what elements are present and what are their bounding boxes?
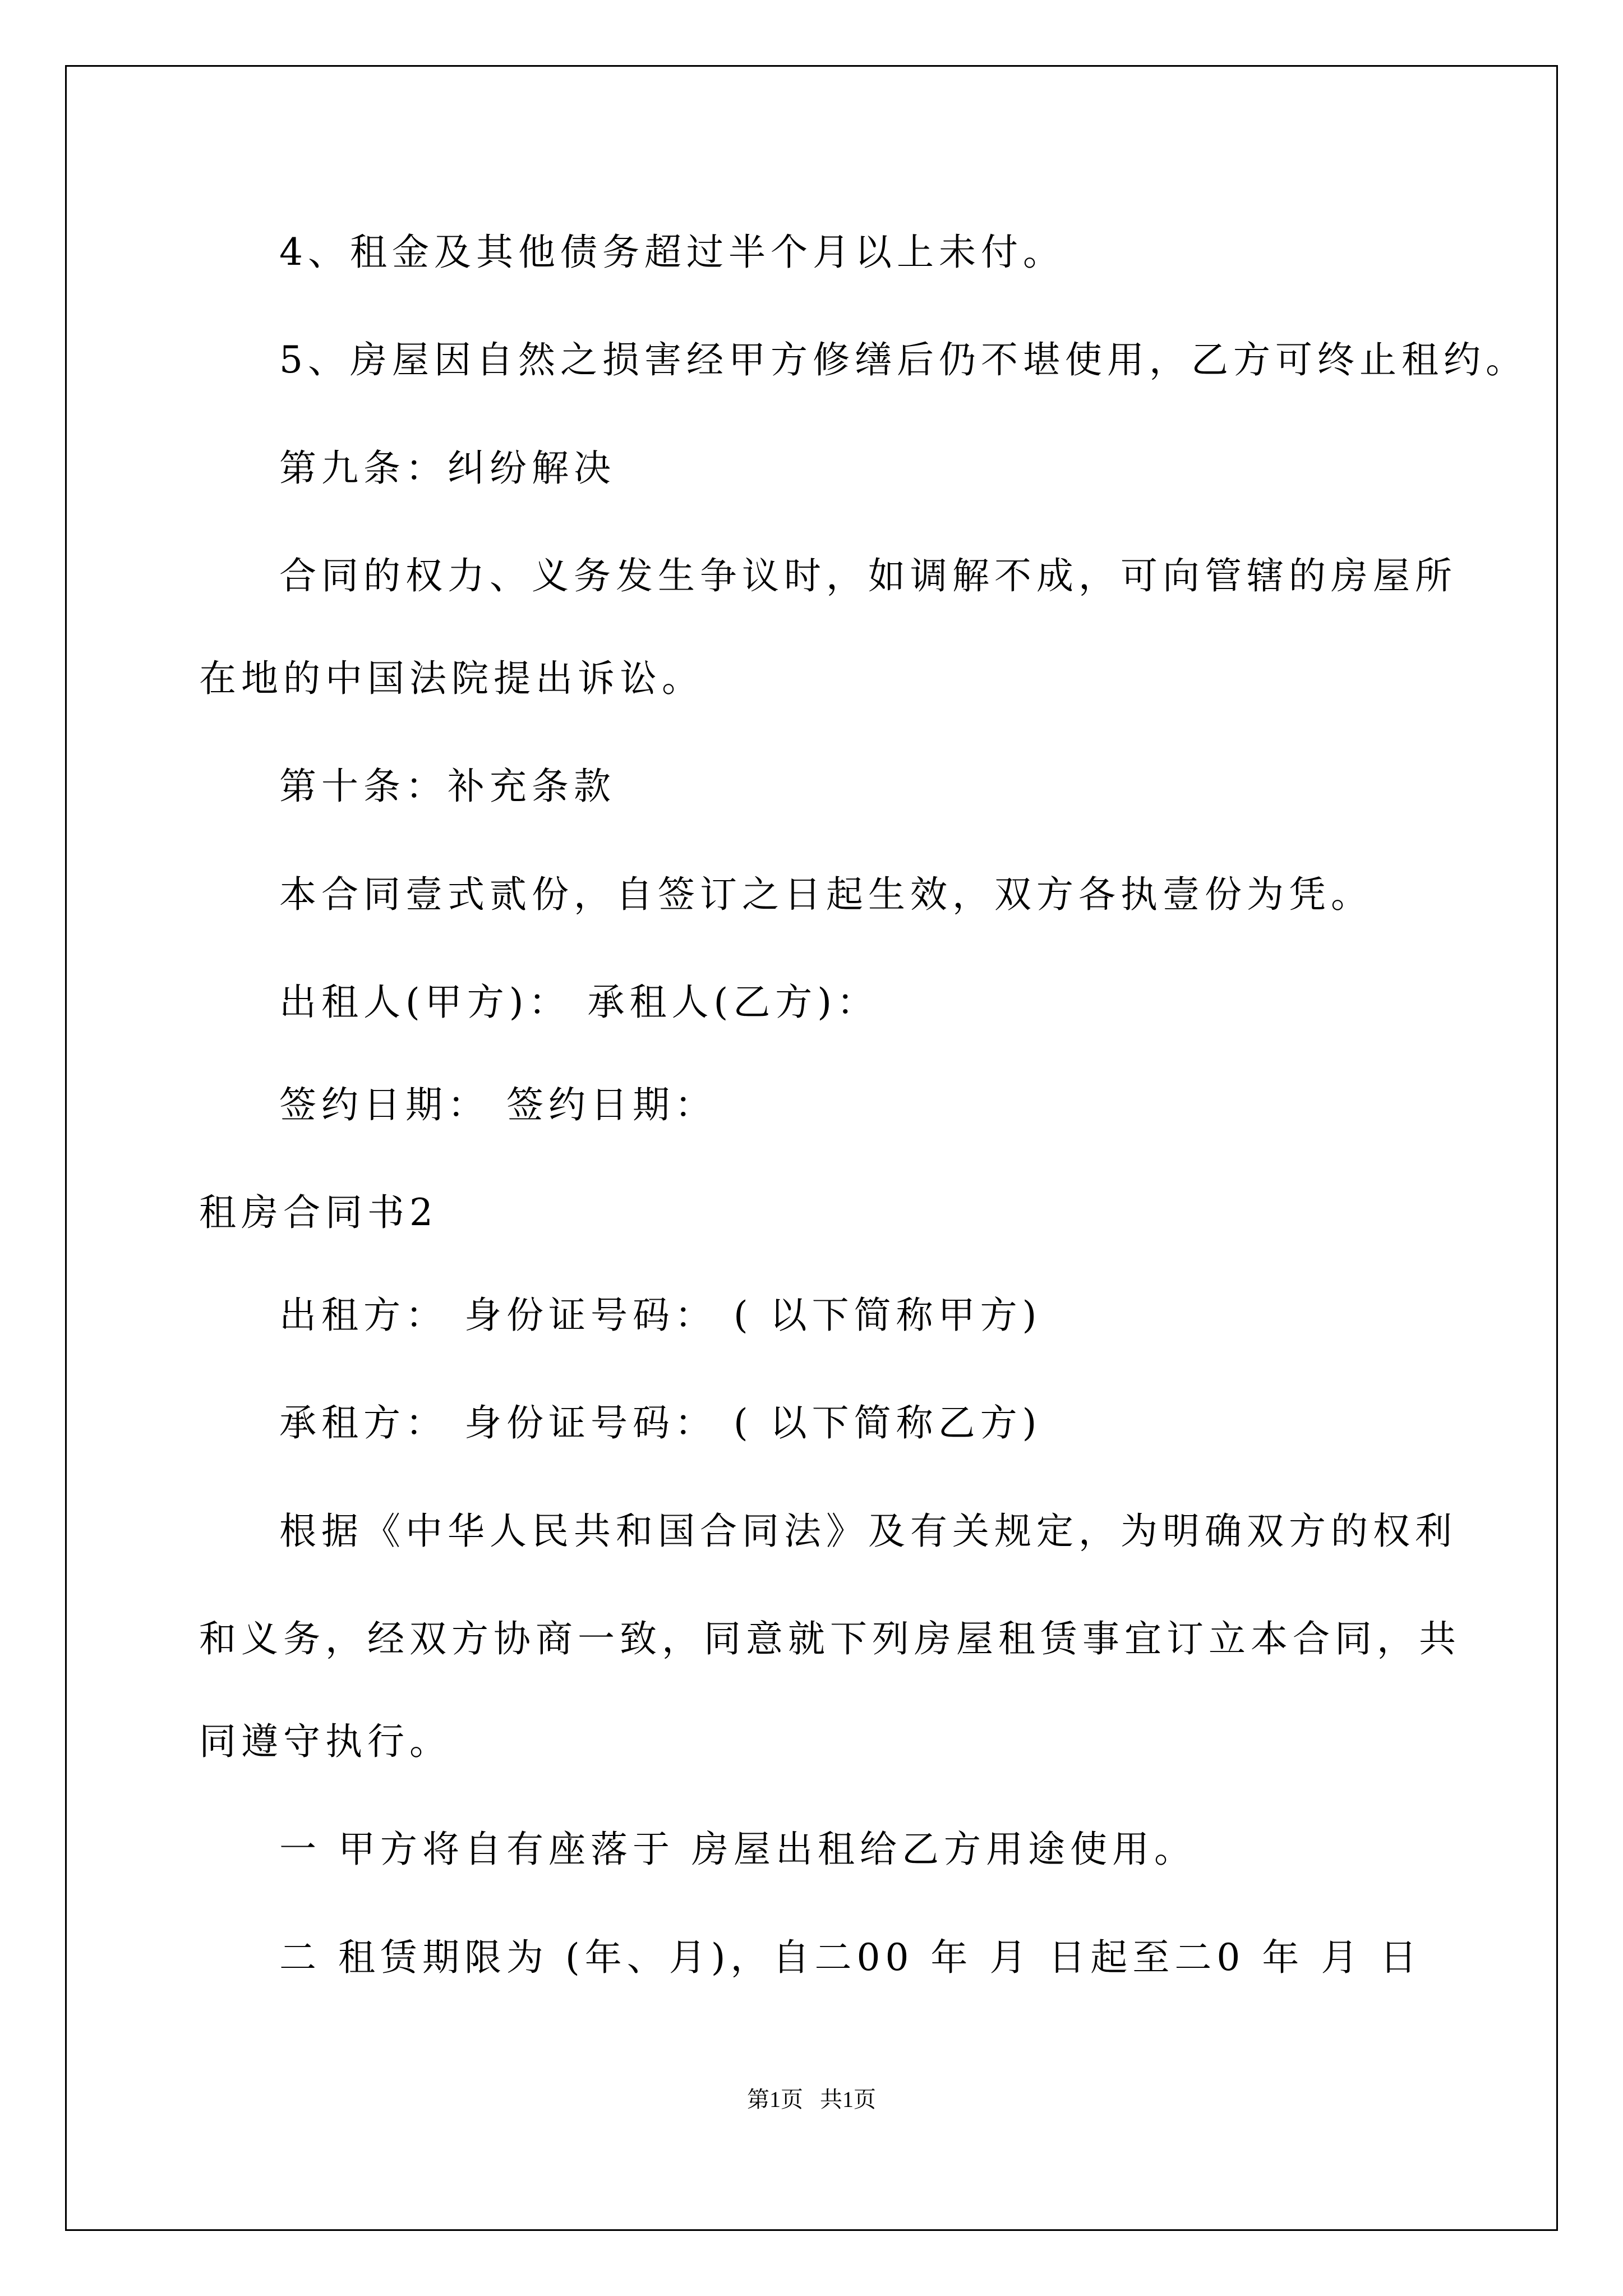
text-line-11: 出租方： 身份证号码： ( 以下简称甲方) <box>279 1294 1042 1337</box>
text-line-6: 第十条：补充条款 <box>279 765 616 808</box>
text-line-2: 5、房屋因自然之损害经甲方修缮后仍不堪使用，乙方可终止租约。 <box>279 338 1528 381</box>
text-line-15: 同遵守执行。 <box>199 1720 451 1763</box>
text-line-16: 一 甲方将自有座落于 房屋出租给乙方用途使用。 <box>279 1828 1196 1871</box>
text-line-4: 合同的权力、义务发生争议时，如调解不成，可向管辖的房屋所 <box>279 554 1457 597</box>
text-line-7: 本合同壹式贰份，自签订之日起生效，双方各执壹份为凭。 <box>279 873 1373 916</box>
text-line-12: 承租方： 身份证号码： ( 以下简称乙方) <box>279 1401 1042 1444</box>
page-footer: 第1页 共1页 <box>747 2087 876 2112</box>
section-title: 租房合同书2 <box>199 1191 438 1234</box>
text-line-3: 第九条：纠纷解决 <box>279 447 616 490</box>
text-line-8: 出租人(甲方)： 承租人(乙方)： <box>279 981 879 1024</box>
text-line-1: 4、租金及其他债务超过半个月以上未付。 <box>279 231 1065 274</box>
text-line-5: 在地的中国法院提出诉讼。 <box>199 657 704 700</box>
text-line-13: 根据《中华人民共和国合同法》及有关规定，为明确双方的权利 <box>279 1510 1457 1553</box>
page-border <box>65 65 1558 2231</box>
text-line-17: 二 租赁期限为 (年、月)，自二00 年 月 日起至二0 年 月 日 <box>279 1936 1422 1979</box>
text-line-9: 签约日期： 签约日期： <box>279 1083 717 1126</box>
text-line-14: 和义务，经双方协商一致，同意就下列房屋租赁事宜订立本合同，共 <box>199 1617 1461 1660</box>
